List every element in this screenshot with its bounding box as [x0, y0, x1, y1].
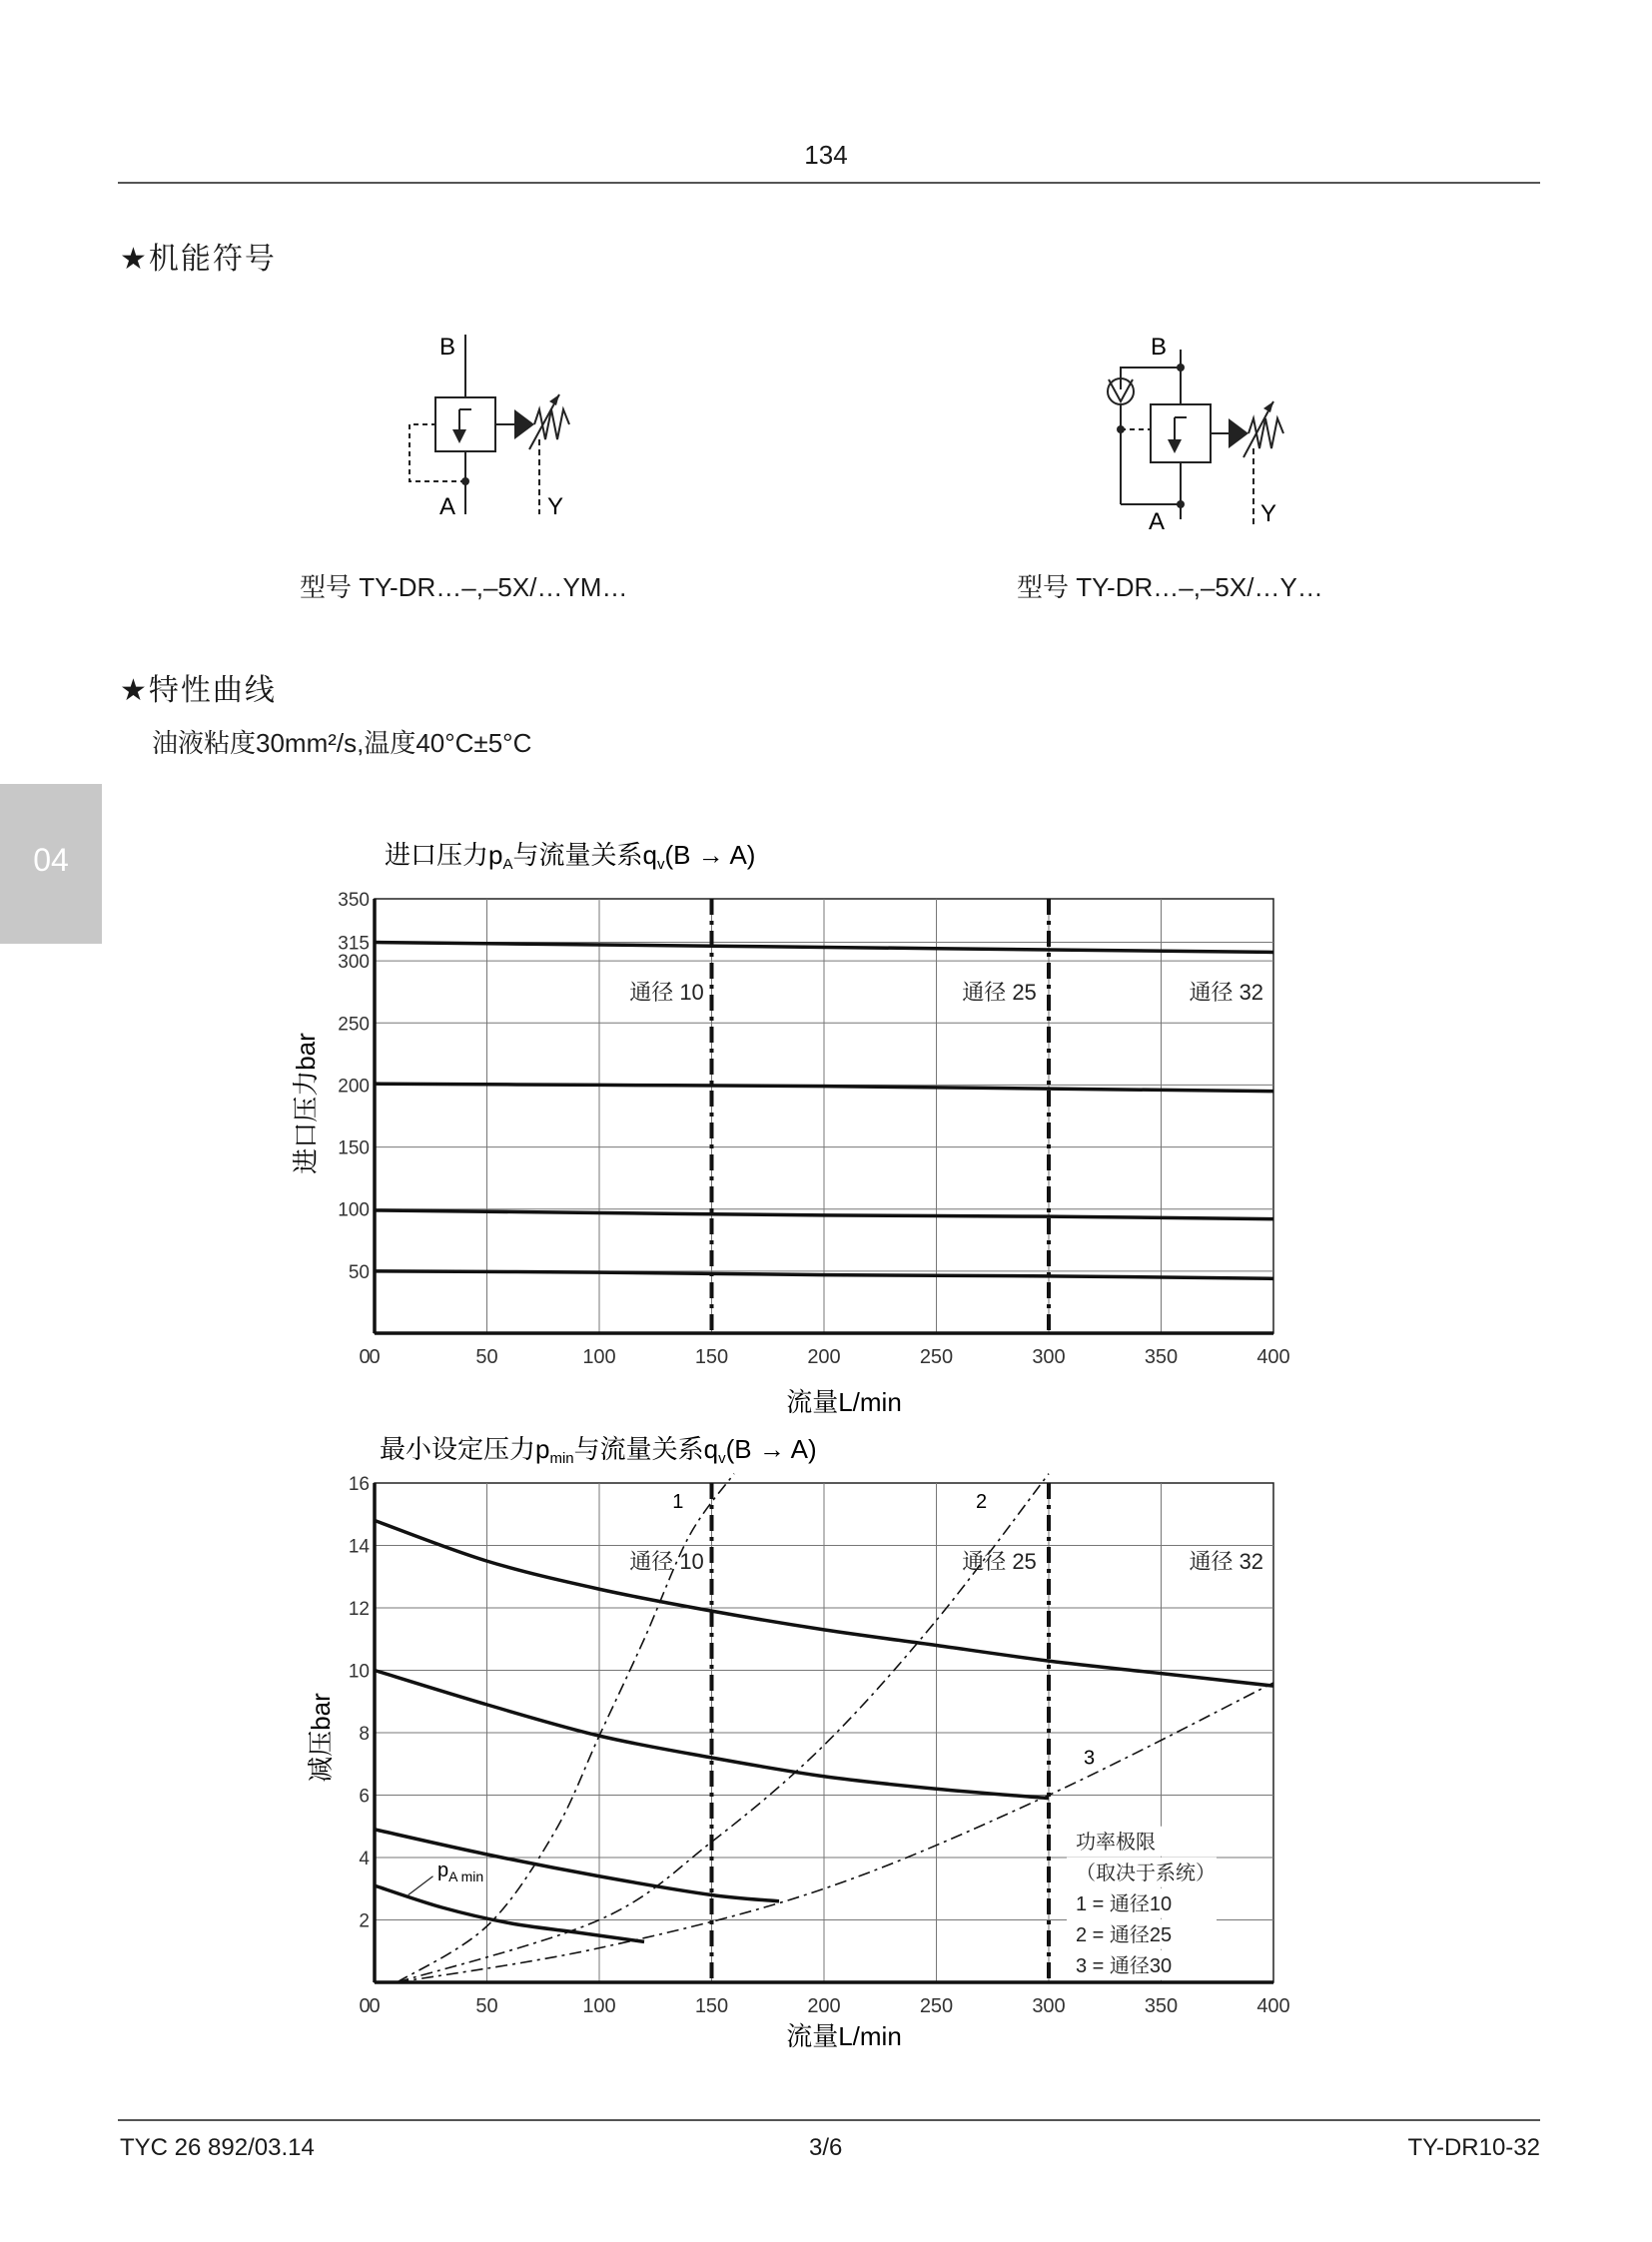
legend-line: 功率极限: [1076, 1831, 1156, 1854]
footer-page-count: 3/6: [809, 2134, 843, 2161]
port-b-label: B: [1151, 334, 1168, 361]
y-tick-label: 10: [348, 1661, 370, 1683]
x-tick-label: 300: [1032, 1995, 1066, 2017]
pmin-label: $p_{A min}$: [437, 1859, 484, 1884]
section-title-curves: ★特性曲线: [120, 674, 277, 707]
size-label: 通径 25: [962, 980, 1037, 1006]
x-tick-label: 250: [919, 1346, 954, 1368]
series-curve-c: [375, 1830, 779, 1901]
y-tick-label: 8: [359, 1724, 370, 1745]
size-label: 通径 32: [1189, 980, 1264, 1006]
chart2-xlabel: 流量L/min: [786, 2021, 902, 2051]
port-a-label: A: [439, 493, 456, 520]
x-tick-label: 150: [694, 1995, 729, 2017]
y-tick-label: 12: [348, 1599, 370, 1620]
origin-label: 0: [359, 1995, 371, 2017]
valve-symbol-ym: [400, 330, 599, 529]
x-tick-label: 300: [1032, 1346, 1066, 1368]
x-tick-label: 250: [919, 1995, 954, 2017]
y-tick-label: 150: [338, 1137, 370, 1159]
x-tick-label: 350: [1144, 1995, 1179, 2017]
curve-label: 3: [1083, 1747, 1096, 1770]
size-label: 通径 25: [962, 1549, 1037, 1575]
y-tick-label: 16: [348, 1474, 370, 1495]
chart1-title: 进口压力pA与流量关系qv(B → A): [385, 840, 756, 873]
section-title-symbols: ★机能符号: [120, 243, 277, 276]
x-tick-label: 350: [1144, 1346, 1179, 1368]
x-tick-label: 100: [582, 1995, 616, 2017]
inlet-pressure-chart: [270, 834, 1318, 1423]
legend-line: 1 = 通径10: [1076, 1892, 1173, 1915]
origin-label: 0: [359, 1346, 371, 1368]
y-tick-label: 250: [338, 1014, 370, 1036]
y-tick-label: 4: [359, 1849, 370, 1869]
port-a-label: A: [1149, 508, 1166, 535]
size-label: 通径 32: [1189, 1549, 1264, 1575]
legend-line: 2 = 通径25: [1076, 1923, 1173, 1946]
chart2-ylabel: 减压bar: [306, 1693, 336, 1783]
x-tick-label: 0: [369, 1346, 381, 1368]
legend-line: 3 = 通径30: [1076, 1954, 1173, 1977]
y-tick-label: 300: [338, 952, 370, 974]
x-tick-label: 50: [475, 1995, 498, 2017]
y-tick-label: 14: [348, 1536, 370, 1558]
x-tick-label: 0: [369, 1995, 381, 2017]
min-pressure-chart: [270, 1428, 1318, 2057]
size-label: 通径 10: [629, 980, 704, 1006]
curve-label: 2: [975, 1491, 988, 1513]
x-tick-label: 200: [807, 1995, 841, 2017]
footer-rule: [118, 2119, 1540, 2121]
y-tick-label: 2: [359, 1910, 370, 1932]
x-tick-label: 150: [694, 1346, 729, 1368]
port-y-label: Y: [1260, 500, 1277, 527]
series-curve-d: [375, 1885, 644, 1941]
chapter-tab-label: 04: [33, 842, 69, 878]
header-rule: [118, 182, 1540, 184]
x-tick-label: 400: [1256, 1995, 1290, 2017]
x-tick-label: 100: [582, 1346, 616, 1368]
port-b-label: B: [439, 334, 456, 361]
size-label: 通径 10: [629, 1549, 704, 1575]
chart2-title: 最小设定压力pmin与流量关系qv(B → A): [380, 1434, 817, 1467]
chapter-tab: [0, 784, 102, 944]
y-tick-label: 200: [338, 1076, 370, 1098]
y-tick-label: 50: [348, 1261, 370, 1283]
legend-line: （取决于系统）: [1076, 1862, 1216, 1884]
curve-label: 1: [672, 1491, 684, 1513]
symbol-caption-left: 型号 TY-DR…–,–5X/…YM…: [300, 572, 628, 602]
x-tick-label: 400: [1256, 1346, 1290, 1368]
y-tick-label: 100: [338, 1199, 370, 1221]
x-tick-label: 50: [475, 1346, 498, 1368]
footer-doc-number: TYC 26 892/03.14: [120, 2134, 315, 2161]
y-tick-label: 6: [359, 1786, 370, 1808]
chart1-xlabel: 流量L/min: [786, 1387, 902, 1417]
fluid-condition-text: 油液粘度30mm²/s,温度40°C±5°C: [152, 728, 532, 758]
x-tick-label: 200: [807, 1346, 841, 1368]
pmin-leader: [409, 1876, 433, 1895]
valve-symbol-y: [1099, 330, 1318, 539]
port-y-label: Y: [547, 493, 564, 520]
symbol-caption-right: 型号 TY-DR…–,–5X/…Y…: [1017, 572, 1323, 602]
page-number: 134: [804, 140, 848, 170]
chart1-ylabel: 进口压力bar: [291, 1033, 321, 1174]
y-tick-label: 350: [338, 890, 370, 911]
series-2: [398, 1474, 1050, 1982]
y-tick-label: 315: [338, 933, 370, 955]
footer-model: TY-DR10-32: [1407, 2134, 1540, 2161]
power-limit-legend: [1067, 1827, 1217, 1980]
